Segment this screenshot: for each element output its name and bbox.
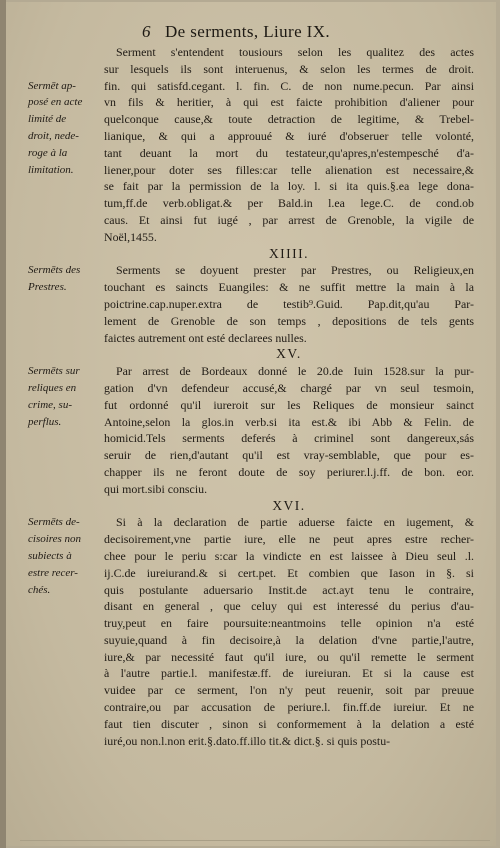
- text-line: quelconque cause,& toute detraction de legitime, & Trebel-: [104, 112, 474, 127]
- text-line: lianique, & qui a approuué & iuré d'obseruer telle volonté,: [104, 128, 474, 143]
- margin-note-line: Sermēts de-: [28, 516, 80, 529]
- binding-shadow: [0, 0, 6, 848]
- text-line: faictes autrement ont esté declarees nulles.: [104, 330, 307, 345]
- text-line: tant deuant la mort du testateur,qu'apres,n'estempesché d'a-: [104, 145, 474, 160]
- text-line: ij.C.de iureiurand.& si cert.pet. Et combien que Iason in §. si: [104, 565, 474, 580]
- margin-note-line: Prestres.: [28, 281, 67, 294]
- text-line: Si à la declaration de partie aduerse faicte en iugement, &: [116, 515, 474, 530]
- margin-note-line: estre recer-: [28, 566, 78, 579]
- text-line: tum,ff.de verb.obligat.& per Bald.in l.ea lege.C. de cond.ob: [104, 196, 474, 211]
- text-line: lement de Grenoble de son temps , depositions de tels gents: [104, 313, 474, 328]
- page-edge: [20, 840, 490, 841]
- folio-number: 6: [142, 22, 151, 41]
- text-line: fut ordonné qu'il iureroit sur les Reliques de monsieur sainct: [104, 397, 474, 412]
- running-title: De serments, Liure IX.: [165, 22, 331, 41]
- text-line: vuidee par ce serment, l'on n'y peut reuenir, soit par preuue: [104, 683, 474, 698]
- text-line: seruir de rien,d'autant qu'il est vray-semblable, que pour es-: [104, 448, 474, 463]
- text-line: gation d'vn defendeur accusé,& chargé par vn seul tesmoin,: [104, 380, 474, 395]
- text-line: vn fils & heritier, à qui est faicte prohibition d'aliener pour: [104, 95, 474, 110]
- margin-note-line: roge à la: [28, 146, 68, 159]
- margin-note-line: Sermēt ap-: [28, 79, 76, 92]
- margin-note: [28, 78, 104, 179]
- margin-note-line: limitation.: [28, 163, 74, 176]
- page-header: [0, 22, 500, 42]
- text-line: Noël,1455.: [104, 229, 157, 244]
- text-line: suyuie,quand à fin decisoire,à la delation d'vne partie,l'autre,: [104, 632, 474, 647]
- margin-note-line: Sermēts sur: [28, 365, 80, 378]
- text-line: poictrine.cap.nuper.extra de testib⁹.Guid. Pap.dit,qu'au Par-: [104, 296, 474, 311]
- main-text: [104, 44, 474, 749]
- margin-note-line: Sermēts des: [28, 264, 81, 277]
- text-line: Serment s'entendent tousiours selon les qualitez des actes: [116, 45, 474, 59]
- text-line: Antoine,selon la glos.in verb.si ita est.& ibi Abb & Felin. de: [104, 414, 474, 429]
- text-line: chee pour le periu s:car la vindicte en est laissee à Dieu seul .l.: [104, 548, 474, 563]
- margin-note-line: reliques en: [28, 381, 77, 394]
- margin-note-line: crime, su-: [28, 398, 72, 411]
- text-line: à l'autre partie.l. manifestæ.ff. de iureiuran. Et si la cause est: [104, 666, 474, 681]
- margin-note: [28, 262, 104, 296]
- text-line: homicid.Tels serments deferés à criminel sont dangereux,sás: [104, 431, 474, 446]
- margin-note-line: posé en acte: [28, 96, 83, 109]
- section-heading: XIIII.: [268, 245, 310, 261]
- text-line: qui mort.sibi consciu.: [104, 481, 208, 496]
- text-line: iuré,ou non.l.non erit.§.dato.ff.illo tit.& dict.§. si quis postu-: [104, 733, 391, 748]
- text-line: chapper ils ne feront doute de soy periurer.l.j.ff. de bon. eor.: [104, 464, 474, 479]
- text-line: Serments se doyuent prester par Prestres, ou Religieux,en: [116, 263, 474, 278]
- text-line: fin. qui satisfd.cegant. l. fin. C. de non nume.pecun. Par ainsi: [104, 78, 474, 93]
- text-line: caus. Et ainsi fut iugé , par arrest de Grenoble, la vigile de: [104, 212, 474, 227]
- margin-note-line: perflus.: [28, 415, 62, 428]
- margin-note: [28, 363, 104, 430]
- margin-note-line: droit, nede-: [28, 129, 79, 142]
- text-line: faut tien discuter , sinon si conformement à la delation a esté: [104, 716, 474, 731]
- margin-note-line: limité de: [28, 113, 67, 126]
- text-line: disant en general , que celuy qui est interessé du perius d'au-: [104, 599, 474, 614]
- text-line: touchant es saincts Euangiles: & ne suffit mettre la main à la: [104, 280, 474, 295]
- text-line: quis postulante aduersario Instit.de act.ayt tenu le contraire,: [104, 582, 474, 597]
- section-heading: XVI.: [272, 497, 306, 513]
- margin-note: [28, 514, 104, 598]
- section-heading: XV.: [276, 346, 302, 362]
- text-line: truy,peut en faire poursuite:neantmoins telle opinion n'a esté: [104, 616, 474, 631]
- text-line: se fait par la permission de la loy. l. si ita quis.§.ea lege dona-: [104, 179, 474, 194]
- text-line: liener,pour doter ses filles:car telle alienation est necessaire,&: [104, 162, 474, 177]
- text-line: Par arrest de Bordeaux donné le 20.de Iuin 1528.sur la pur-: [116, 364, 474, 379]
- text-line: iure,& par necessité faut qu'il iure, ou qu'il remette le serment: [104, 649, 474, 664]
- margin-note-line: subiects à: [28, 549, 72, 562]
- text-line: contraire,ou par accusation de periure.l. fin.ff.de iureiur. Et ne: [104, 700, 474, 715]
- margin-note-line: chés.: [28, 583, 51, 596]
- margin-note-line: cisoires non: [28, 533, 82, 546]
- text-line: decisoirement,vne partie iure, elle ne peut apres estre recher-: [104, 532, 474, 547]
- text-line: sur lesquels ils sont interuenus, & selon les termes de droit.: [104, 61, 474, 76]
